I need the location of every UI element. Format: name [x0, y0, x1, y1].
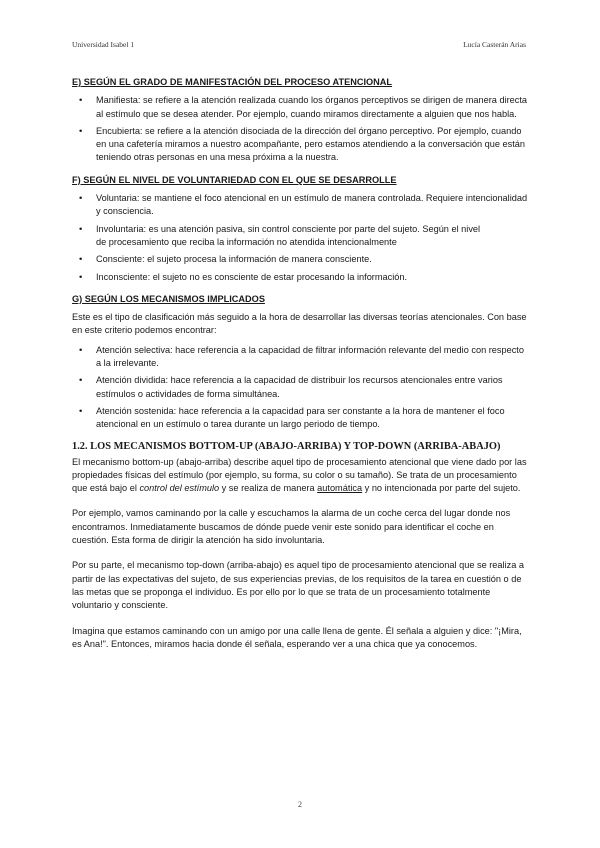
list-item: • Atención selectiva: hace referencia a la capacidad de filtrar información relevante del medio con respecto a la irrelevante.: [72, 344, 528, 371]
list-item-continuation: de procesamiento que reciba la información no atendida intencionalmente: [96, 236, 397, 247]
section-1-2-title: 1.2. LOS MECANISMOS BOTTOM-UP (ABAJO-ARRIBA) Y TOP-DOWN (ARRIBA-ABAJO): [72, 440, 501, 452]
section-f-list: [72, 192, 528, 284]
list-item: • Manifiesta: se refiere a la atención realizada cuando los órganos perceptivos se dirigen de manera directa al estímulo que se desea atender. Por ejemplo, cuando miramos directamente a alguien que nos habla.: [72, 94, 528, 121]
page-number: 2: [298, 800, 302, 809]
list-item-text: Involuntaria: es una atención pasiva, sin control consciente por parte del sujeto. Según el nivel: [96, 223, 481, 234]
text-run: y se realiza de manera: [219, 483, 318, 494]
list-item: • Consciente: el sujeto procesa la información de manera consciente.: [72, 253, 528, 266]
paragraph-example-alarm: Por ejemplo, vamos caminando por la calle y escuchamos la alarma de un coche cerca del lugar donde nos encontramos. Inmediatamente buscamos de dónde puede venir este sonido para identificar el coche en cuestión. Esta forma de dirigir la atención ha sido involuntaria.: [72, 508, 511, 546]
paragraph-bottom-up: [72, 456, 528, 496]
section-g-intro: Este es el tipo de clasificación más seguido a la hora de desarrollar las diversas teorías atencionales. Con base en este criterio podemos encontrar:: [72, 312, 527, 336]
section-f-heading: F) SEGÚN EL NIVEL DE VOLUNTARIEDAD CON EL QUE SE DESARROLLE: [72, 174, 397, 185]
list-item: • Inconsciente: el sujeto no es consciente de estar procesando la información.: [72, 271, 528, 284]
paragraph-example-ana: Imagina que estamos caminando con un amigo por una calle llena de gente. Él señala a alguien y dice: "¡Mira, es Ana!". Entonces, miramos hacia donde él señala, esperando ver a una chica que ya conocemos.: [72, 625, 522, 649]
list-item: • Voluntaria: se mantiene el foco atencional en un estímulo de manera controlada. Requiere intencionalidad y consciencia.: [72, 192, 528, 219]
header-university: Universidad Isabel 1: [72, 40, 135, 49]
underlined-text: automática: [317, 483, 363, 494]
list-item: • Encubierta: se refiere a la atención disociada de la dirección del órgano perceptivo. Por ejemplo, cuando en una cafetería miramos a nuestro acompañante, pero estamos atendiendo a la conversación que están teniendo otras personas en una mesa próxima a la nuestra.: [72, 125, 528, 165]
section-e-list: [72, 94, 528, 164]
section-g-list: [72, 344, 528, 432]
section-e-heading: E) SEGÚN EL GRADO DE MANIFESTACIÓN DEL PROCESO ATENCIONAL: [72, 77, 393, 87]
text-run: y no intencionada por parte del sujeto.: [362, 483, 521, 494]
paragraph-top-down: Por su parte, el mecanismo top-down (arriba-abajo) es aquel tipo de procesamiento atencional que se realiza a partir de las expectativas del sujeto, de sus experiencias previas, de los requisitos de la tarea en cuestión o de las metas que se proponga el individuo. Es por ello por lo que se trata de un procesamiento totalmente voluntario y consciente.: [72, 560, 524, 611]
list-item: • Atención dividida: hace referencia a la capacidad de distribuir los recursos atencionales entre varios estímulos o actividades de forma simultánea.: [72, 374, 528, 401]
header-author: Lucía Casterán Arias: [463, 40, 526, 49]
list-item: [72, 223, 528, 250]
list-item: • Atención sostenida: hace referencia a la capacidad para ser constante a la hora de mantener el foco atencional en un estímulo o tarea durante un largo periodo de tiempo.: [72, 405, 528, 432]
section-g-heading: G) SEGÚN LOS MECANISMOS IMPLICADOS: [72, 293, 265, 304]
page-content: [72, 70, 528, 655]
italic-text: control del estímulo: [139, 483, 220, 494]
text-run: El mecanismo bottom-up (abajo-arriba) describe aquel tipo de procesamiento atencional que viene dado por las propiedades físicas del estímulo (por ejemplo, su forma, su color o su tamaño). Se trata de un procesamiento que está bajo el: [72, 456, 527, 494]
